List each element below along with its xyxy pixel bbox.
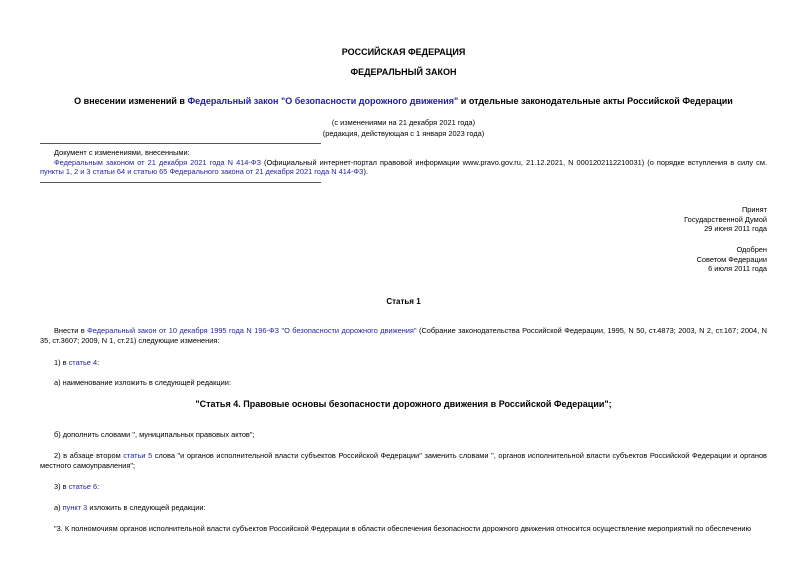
accepted-date: 29 июня 2011 года [704, 224, 767, 234]
item-3a [40, 503, 767, 513]
approved-by: Советом Федерации [696, 254, 767, 264]
changes-block [40, 148, 767, 177]
amending-law-link[interactable]: Федеральным законом от 21 декабря 2021 года N 414-ФЗ [54, 157, 261, 167]
item-2-prefix: 2) в абзаце втором [54, 451, 124, 460]
accepted-by: Государственной Думой [684, 214, 767, 224]
article-intro [40, 326, 767, 345]
law-title [40, 96, 767, 108]
changes-text [40, 158, 767, 177]
article-heading: Статья 1 [386, 297, 421, 306]
entry-into-force-link[interactable]: пункты 1, 2 и 3 статьи 64 и статью 65 Федерального закона от 21 декабря 2021 года N 414-ФЗ [40, 167, 364, 177]
approved-date: 6 июля 2011 года [708, 264, 767, 274]
item-1a: а) наименование изложить в следующей редакции: [54, 378, 231, 387]
amendments-note: (с изменениями на 21 декабря 2021 года) [331, 118, 476, 127]
item-3-suffix: : [97, 482, 100, 491]
item-2 [40, 451, 767, 470]
item-1-suffix: : [97, 358, 100, 367]
item-3a-prefix: а) [54, 503, 63, 512]
approved-label: Одобрен [736, 245, 767, 254]
point-3-link[interactable]: пункт 3 [62, 503, 88, 512]
article-intro-suffix: (Собрание законодательства Российской Федерации, 1995, N 50, ст.4873; 2003, N 2, ст.167; 2004, N 35, ст.3607; 2009, N 1, ст.21) следующие изменения: [40, 326, 767, 345]
article-5-link[interactable]: статьи 5 [123, 451, 153, 460]
item-3 [40, 482, 767, 492]
edition-note: (редакция, действующая с 1 января 2023 года) [322, 129, 485, 138]
law-title-prefix: О внесении изменений в [74, 96, 188, 106]
law-title-link[interactable]: Федеральный закон "О безопасности дорожного движения" [187, 96, 459, 106]
item-3a-suffix: изложить в следующей редакции: [87, 503, 206, 512]
item-2-suffix: слова "и органов исполнительной власти субъектов Российской Федерации" заменить словами ", органов исполнительной власти субъектов Российской Федерации и органов местного самоуправления"; [40, 451, 767, 470]
doc-type-title: ФЕДЕРАЛЬНЫЙ ЗАКОН [350, 67, 457, 77]
accepted-label: Принят [741, 205, 767, 214]
law-title-suffix: и отдельные законодательные акты Российской Федерации [458, 96, 733, 106]
divider-top [40, 143, 321, 144]
changes-text-part1: (Официальный интернет-портал правовой информации www.pravo.gov.ru, 21.12.2021, N 0001202112210031) (о порядке вступления в силу см. [260, 157, 768, 167]
approval-block [467, 245, 767, 274]
article-6-link[interactable]: статье 6 [68, 482, 98, 491]
changes-text-part2: ). [363, 167, 369, 177]
item-1b: б) дополнить словами ", муниципальных правовых актов"; [54, 430, 255, 439]
divider-bottom [40, 182, 321, 183]
article-intro-prefix: Внести в [54, 326, 88, 335]
quote-start: "3. К полномочиям органов исполнительной власти субъектов Российской Федерации в области обеспечения безопасности дорожного движения относится осуществление мероприятий по обеспечению [54, 524, 752, 533]
new-article-heading: "Статья 4. Правовые основы безопасности дорожного движения в Российской Федерации"; [195, 399, 612, 409]
base-law-link[interactable]: Федеральный закон от 10 декабря 1995 года N 196-ФЗ "О безопасности дорожного движения" [87, 326, 417, 335]
changes-intro: Документ с изменениями, внесенными: [54, 148, 190, 157]
country-title: РОССИЙСКАЯ ФЕДЕРАЦИЯ [341, 47, 466, 57]
item-1 [40, 358, 767, 368]
item-3-prefix: 3) в [54, 482, 69, 491]
item-1-prefix: 1) в [54, 358, 69, 367]
article-4-link[interactable]: статье 4 [68, 358, 98, 367]
adoption-block [467, 205, 767, 234]
